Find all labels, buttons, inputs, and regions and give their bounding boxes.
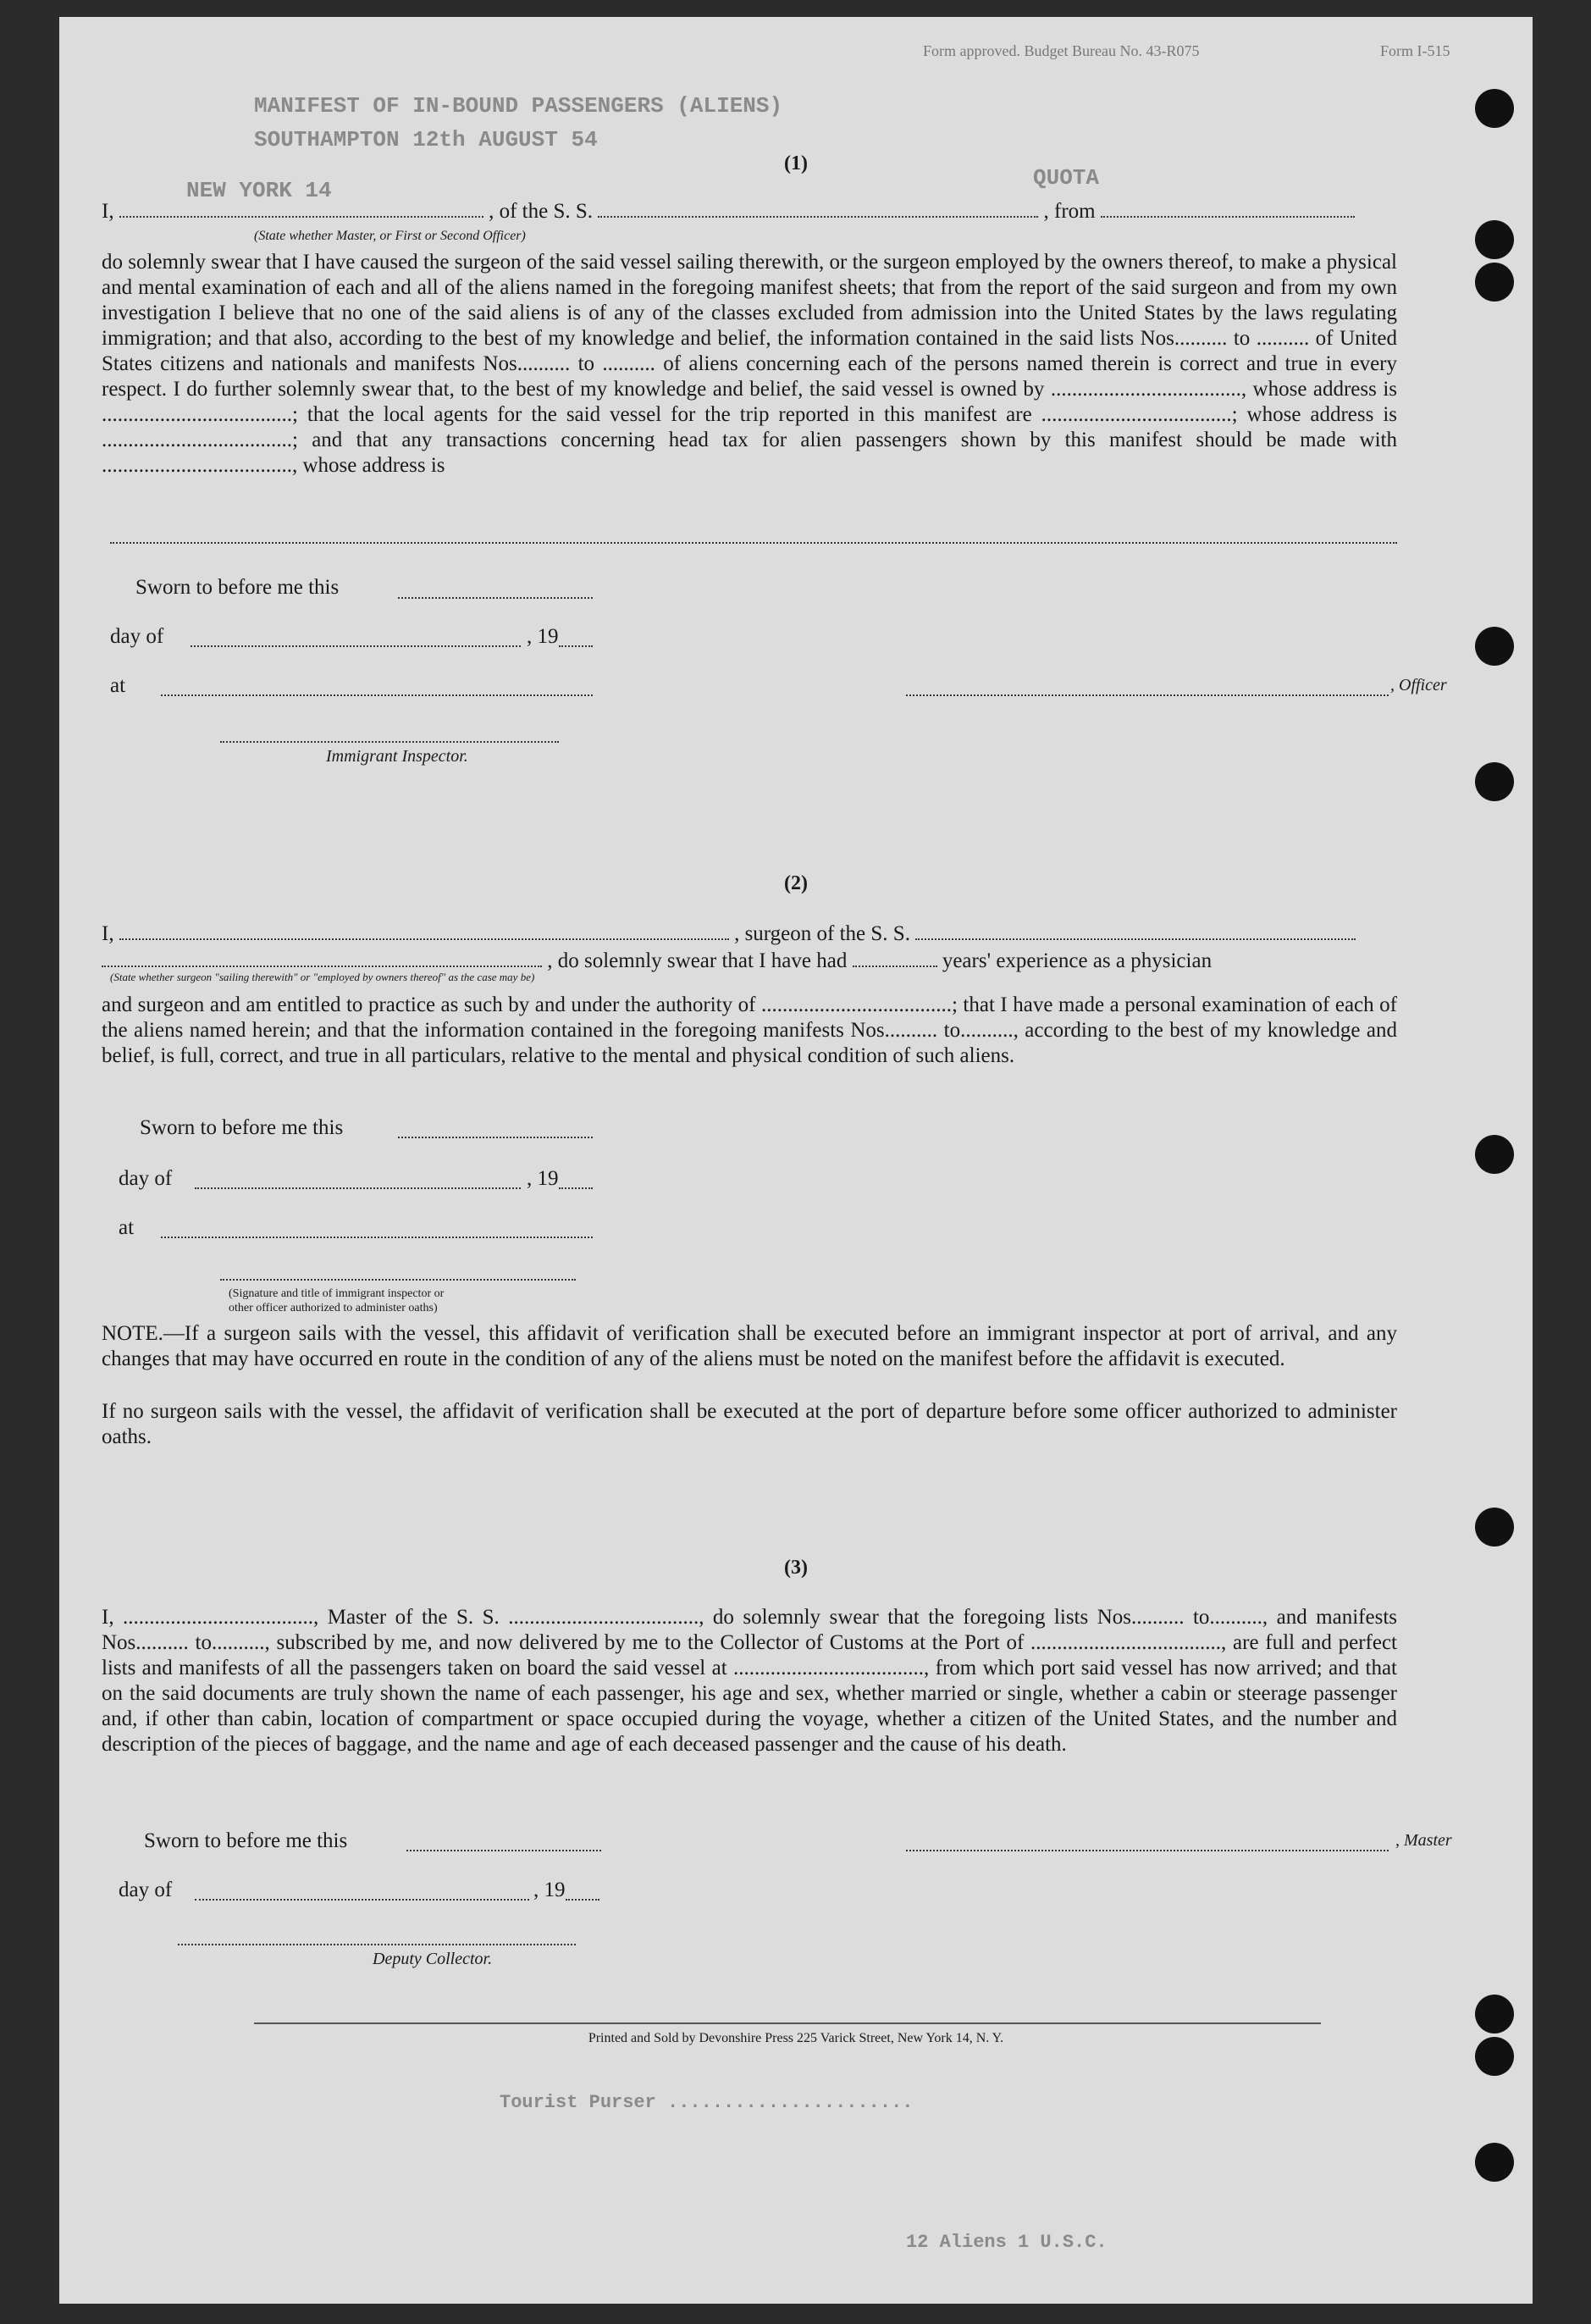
deputy-line: [178, 1944, 576, 1945]
day-of-2: day of: [119, 1167, 173, 1190]
section-3-heading: (3): [784, 1557, 808, 1579]
faint-quota: QUOTA: [1033, 165, 1100, 191]
section-2-body: and surgeon and am entitled to practice as such by and under the authority of ....................................; that I have made a personal examination of each of the aliens named herein; and that the information contained in the foregoing manifests Nos.......... to.........., according to the best of my knowledge and belief, is full, correct, and true in all particulars, relative to the mental and physical condition of such aliens.: [102, 993, 1397, 1067]
form-number: Form I-515: [1380, 42, 1450, 59]
section-2-surgeon-line: [102, 921, 1356, 947]
year-line-2: [559, 1187, 593, 1189]
faint-destination: NEW YORK 14: [186, 178, 332, 203]
master-label: , Master: [1395, 1831, 1452, 1850]
punch-hole: [1475, 2143, 1514, 2182]
at-1: at: [110, 674, 126, 697]
faint-route: SOUTHAMPTON 12th AUGUST 54: [254, 127, 598, 152]
year-19-2: , 19: [527, 1167, 559, 1190]
year-19-3: , 19: [533, 1879, 566, 1901]
sworn-before-3: Sworn to before me this: [144, 1829, 348, 1852]
inspector-line-1: [220, 741, 559, 743]
sworn-line-1: [398, 597, 593, 599]
faint-tourist-purser: Tourist Purser ......................: [500, 2092, 914, 2113]
manifest-page: [59, 17, 1533, 2304]
deputy-collector-label: Deputy Collector.: [373, 1950, 493, 1968]
sworn-line-3: [406, 1850, 601, 1851]
sworn-before-2: Sworn to before me this: [140, 1116, 344, 1139]
immigrant-inspector-label: Immigrant Inspector.: [326, 747, 468, 766]
punch-hole: [1475, 89, 1514, 128]
punch-hole: [1475, 220, 1514, 259]
punch-hole: [1475, 762, 1514, 801]
sworn-line-2: [398, 1137, 593, 1138]
section-1-oath-line: [102, 199, 1355, 224]
day-line-3: [195, 1899, 529, 1901]
day-line-1: [191, 645, 521, 647]
section-1-heading: (1): [784, 152, 808, 174]
at-line-1: [161, 694, 593, 696]
year-19-1: , 19: [527, 625, 559, 648]
surgeon-note: (State whether surgeon "sailing therewith" or "employed by owners thereof" as the case may be): [110, 971, 535, 983]
day-line-2: [195, 1187, 521, 1189]
printer-credit: Printed and Sold by Devonshire Press 225 Varick Street, New York 14, N. Y.: [588, 2031, 1004, 2045]
faint-manifest-title: MANIFEST OF IN-BOUND PASSENGERS (ALIENS): [254, 93, 783, 119]
inspector-line-2: [220, 1279, 576, 1281]
of-the-ss-label: , of the S. S.: [489, 200, 594, 223]
master-line: [906, 1850, 1389, 1851]
punch-hole: [1475, 1508, 1514, 1547]
signature-note-2: other officer authorized to administer oaths): [229, 1302, 438, 1314]
punch-hole: [1475, 2037, 1514, 2076]
at-line-2: [161, 1237, 593, 1238]
year-line-1: [559, 645, 593, 647]
section-2-heading: (2): [784, 872, 808, 894]
section-3-body: I, ...................................., Master of the S. S. ...................................., do solemnly swear that the foregoing lists Nos.......... to.........., and manifests Nos.......... to.........., subscribed by me, and now delivered by me to the Collector of Customs at the Port of ...................................., are full and perfect lists and manifests of all the passengers taken on board the said vessel at ...................................., from which port said vessel has now arrived; and that on the said documents are truly shown the name of each passenger, his age and sex, whether married or single, whether a cabin or steerage passenger and, if other than cabin, location of compartment or space occupied during the voyage, whether a citizen of the United States, and the number and description of the pieces of baggage, and the name and age of each deceased passenger and the cause of his death.: [102, 1606, 1397, 1756]
note-paragraph: NOTE.—If a surgeon sails with the vessel, this affidavit of verification shall be executed before an immigrant inspector at port of arrival, and any changes that may have occurred en route in the condition of any of the aliens must be noted on the manifest before the affidavit is executed.: [102, 1322, 1397, 1370]
day-of-3: day of: [119, 1879, 173, 1901]
surgeon-of-ss: , surgeon of the S. S.: [734, 922, 910, 945]
year-line-3: [566, 1899, 599, 1901]
section-1-body: do solemnly swear that I have caused the surgeon of the said vessel sailing therewith, or the surgeon employed by the owners thereof, to make a physical and mental examination of each and all of the aliens named in the foregoing manifest sheets; that from the report of the said surgeon and from my own investigation I believe that no one of the said aliens is of any of the classes excluded from admission into the United States by the laws regulating immigration; and that also, according to the best of my knowledge and belief, the information contained in the said lists Nos.......... to .......... of United States citizens and nationals and manifests Nos.......... to .......... of aliens concerning each of the persons named therein is correct and true in every respect. I do further solemnly swear that, to the best of my knowledge and belief, the said vessel is owned by ...................................., whose address is ....................................; that the local agents for the said vessel for the trip reported in this manifest are ....................................; whose address is ....................................; and that any transactions concerning head tax for alien passengers shown by this manifest should be made with ...................................., whose address is: [102, 251, 1397, 477]
day-of-1: day of: [110, 625, 164, 648]
no-surgeon-paragraph: If no surgeon sails with the vessel, the affidavit of verification shall be executed at the port of departure before some officer authorized to administer oaths.: [102, 1400, 1397, 1448]
sworn-before-1: Sworn to before me this: [135, 576, 340, 599]
form-approved-note: Form approved. Budget Bureau No. 43-R075: [923, 42, 1200, 59]
at-2: at: [119, 1216, 135, 1239]
punch-hole: [1475, 263, 1514, 302]
surgeon-i: I,: [102, 922, 114, 945]
swear-had: , do solemnly swear that I have had: [547, 949, 848, 972]
signature-note-1: (Signature and title of immigrant inspector or: [229, 1287, 445, 1300]
punch-hole: [1475, 1135, 1514, 1174]
officer-label: , Officer: [1390, 676, 1447, 694]
section-1-blank-line: [110, 542, 1397, 544]
oath-i: I,: [102, 200, 114, 223]
master-or-officer-note: (State whether Master, or First or Second Officer): [254, 229, 526, 243]
punch-hole: [1475, 1995, 1514, 2034]
footer-divider: [254, 2022, 1321, 2024]
faint-aliens-count: 12 Aliens 1 U.S.C.: [906, 2232, 1108, 2253]
officer-line: [906, 694, 1389, 696]
punch-hole: [1475, 627, 1514, 666]
years-experience: years' experience as a physician: [942, 949, 1213, 972]
from-label: , from: [1043, 200, 1096, 223]
